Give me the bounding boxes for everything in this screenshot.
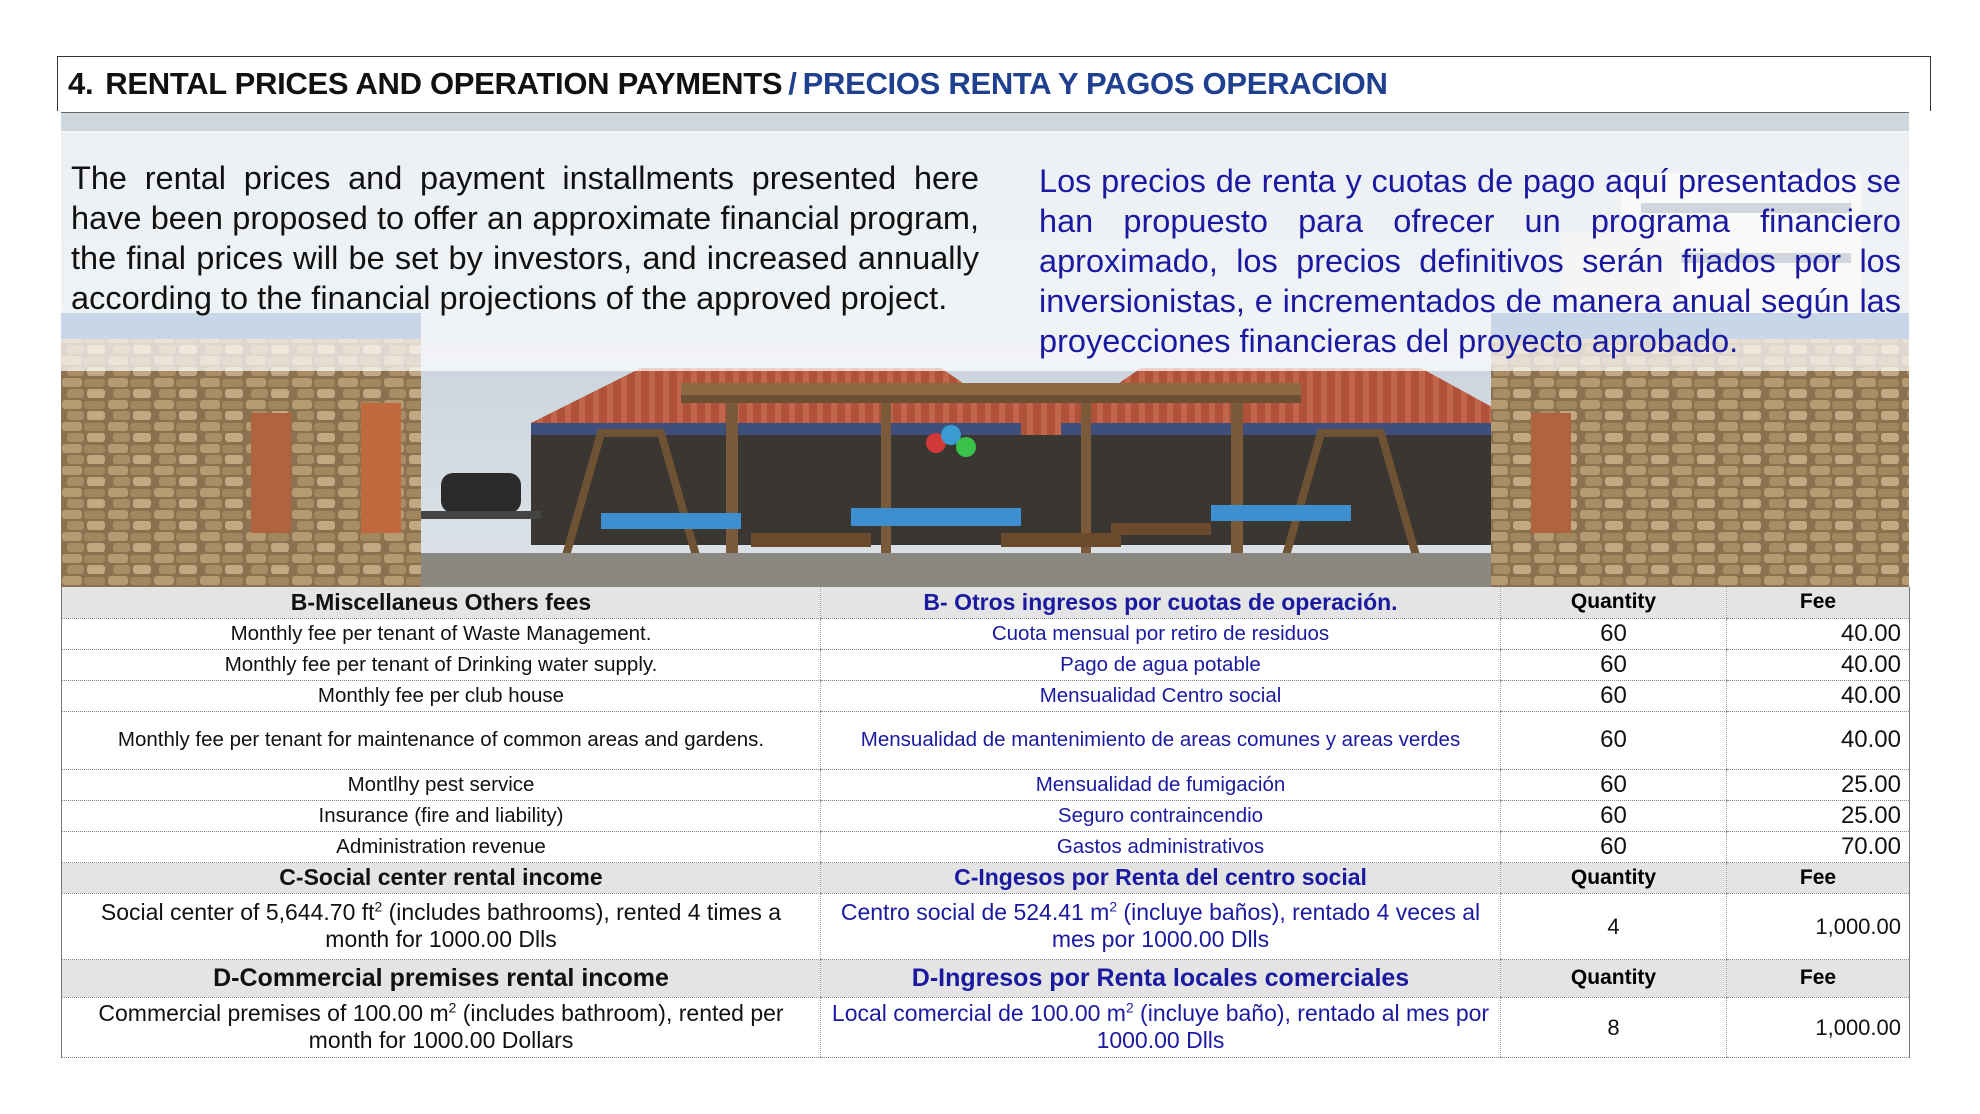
row-description-spanish: Mensualidad de fumigación	[821, 769, 1501, 800]
rendering-image	[61, 112, 1909, 587]
row-fee: 70.00	[1727, 831, 1910, 862]
section-d-header	[62, 959, 1910, 997]
quantity-header: Quantity	[1501, 862, 1727, 893]
quantity-header: Quantity	[1501, 959, 1727, 997]
table-row	[62, 997, 1910, 1057]
row-quantity: 60	[1501, 649, 1727, 680]
row-description-english: Insurance (fire and liability)	[62, 800, 821, 831]
row-fee: 40.00	[1727, 680, 1910, 711]
intro-text-spanish: Los precios de renta y cuotas de pago aquí presentados se han propuesto para ofrecer un programa financiero aproximado, los precios definitivos serán fijados por los inversionistas, e incrementados de manera anual según las proyecciones financieras del proyecto aprobado.	[1039, 163, 1901, 359]
row-description-english: Monthly fee per tenant of Drinking water supply.	[62, 649, 821, 680]
table-row	[62, 680, 1910, 711]
table-row	[62, 893, 1910, 959]
intro-text-english: The rental prices and payment installments presented here have been proposed to offer an approximate financial program, the final prices will be set by investors, and increased annually according to the financial projections of the approved project.	[71, 160, 979, 316]
row-fee: 1,000.00	[1727, 893, 1910, 959]
row-description-english: Social center of 5,644.70 $ft^2$ (includes bathrooms), rented 4 times a month for 1000.00 Dlls	[62, 893, 821, 959]
table-row	[62, 769, 1910, 800]
row-quantity: 4	[1501, 893, 1727, 959]
fees-table	[61, 587, 1910, 1058]
row-quantity: 60	[1501, 831, 1727, 862]
row-description-spanish: Mensualidad de mantenimiento de areas comunes y areas verdes	[821, 711, 1501, 769]
section-b-title-english: B-Miscellaneus Others fees	[62, 587, 821, 618]
section-d-title-english: D-Commercial premises rental income	[62, 959, 821, 997]
row-quantity: 8	[1501, 997, 1727, 1057]
row-description-spanish: Cuota mensual por retiro de residuos	[821, 618, 1501, 649]
row-fee: 40.00	[1727, 649, 1910, 680]
table-row	[62, 618, 1910, 649]
fee-header: Fee	[1727, 862, 1910, 893]
row-fee: 25.00	[1727, 800, 1910, 831]
row-description-english: Monthly fee per tenant for maintenance of common areas and gardens.	[62, 711, 821, 769]
row-description-spanish: Gastos administrativos	[821, 831, 1501, 862]
title-separator: /	[788, 66, 797, 101]
table-row	[62, 831, 1910, 862]
row-description-spanish: Mensualidad Centro social	[821, 680, 1501, 711]
row-description-spanish: Seguro contraincendio	[821, 800, 1501, 831]
section-number: 4.	[68, 66, 94, 101]
row-fee: 1,000.00	[1727, 997, 1910, 1057]
row-description-english: Administration revenue	[62, 831, 821, 862]
section-c-title-english: C-Social center rental income	[62, 862, 821, 893]
row-quantity: 60	[1501, 800, 1727, 831]
row-description-english: Montlhy pest service	[62, 769, 821, 800]
table-row	[62, 711, 1910, 769]
row-fee: 40.00	[1727, 711, 1910, 769]
section-c-title-spanish: C-Ingesos por Renta del centro social	[821, 862, 1501, 893]
row-description-spanish: Local comercial de 100.00 $m^2$ (incluye baño), rentado al mes por 1000.00 Dlls	[821, 997, 1501, 1057]
title-spanish: PRECIOS RENTA Y PAGOS OPERACION	[802, 66, 1388, 101]
row-quantity: 60	[1501, 711, 1727, 769]
row-description-spanish: Centro social de 524.41 $m^2$ (incluye baños), rentado 4 veces al mes por 1000.00 Dlls	[821, 893, 1501, 959]
quantity-header: Quantity	[1501, 587, 1727, 618]
section-c-header	[62, 862, 1910, 893]
row-fee: 40.00	[1727, 618, 1910, 649]
row-quantity: 60	[1501, 680, 1727, 711]
table-row	[62, 800, 1910, 831]
fee-header: Fee	[1727, 587, 1910, 618]
section-b-header	[62, 587, 1910, 618]
table-row	[62, 649, 1910, 680]
row-description-english: Monthly fee per club house	[62, 680, 821, 711]
row-description-english: Commercial premises of 100.00 $m^2$ (includes bathroom), rented per month for 1000.00 Dollars	[62, 997, 821, 1057]
row-description-english: Monthly fee per tenant of Waste Management.	[62, 618, 821, 649]
row-fee: 25.00	[1727, 769, 1910, 800]
row-quantity: 60	[1501, 618, 1727, 649]
fee-header: Fee	[1727, 959, 1910, 997]
row-quantity: 60	[1501, 769, 1727, 800]
section-title	[57, 56, 1931, 111]
title-english: RENTAL PRICES AND OPERATION PAYMENTS	[105, 66, 783, 101]
section-d-title-spanish: D-Ingresos por Renta locales comerciales	[821, 959, 1501, 997]
section-b-title-spanish: B- Otros ingresos por cuotas de operación.	[821, 587, 1501, 618]
row-description-spanish: Pago de agua potable	[821, 649, 1501, 680]
